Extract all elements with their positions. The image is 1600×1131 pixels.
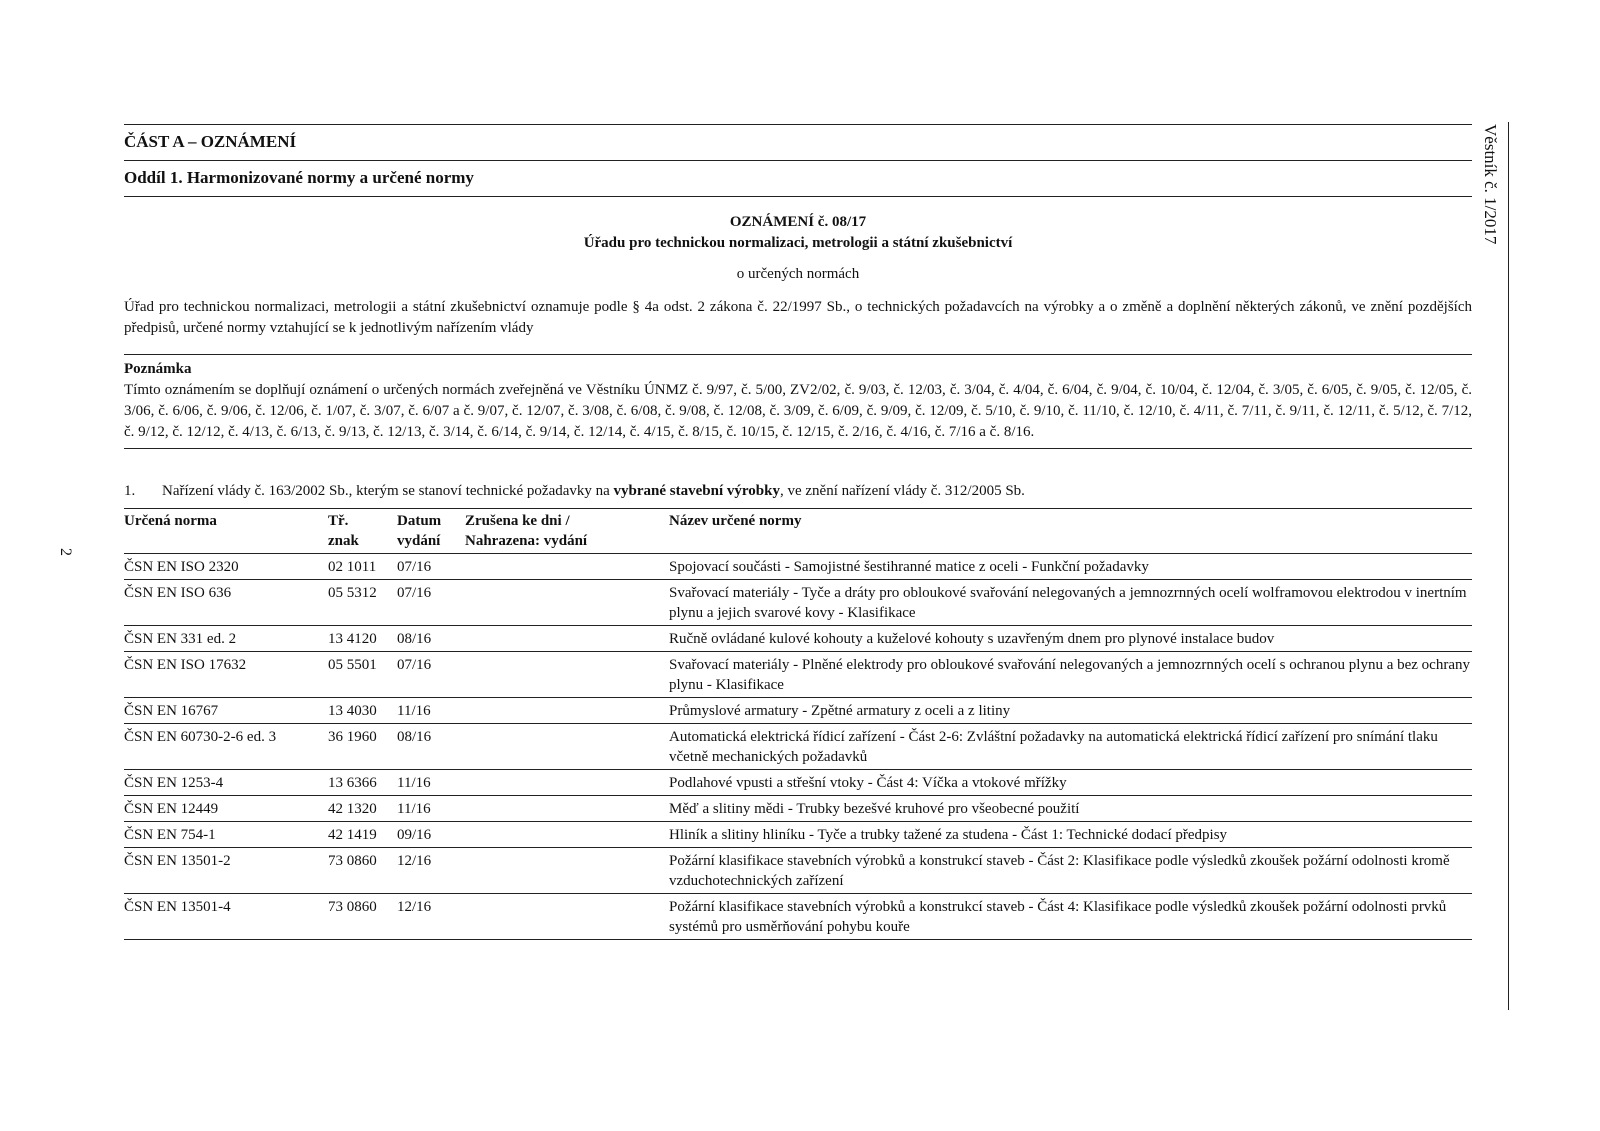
cell-class: 02 1011 xyxy=(328,559,377,575)
header-class: Tř. znak xyxy=(328,513,359,549)
cell-title: Automatická elektrická řídicí zařízení - Část 2-6: Zvláštní požadavky na automatická elektrická řídicí zařízení pro snímání tlaku včetně mechanických požadavků xyxy=(669,729,1438,765)
table-row xyxy=(124,796,1472,822)
table-row xyxy=(124,770,1472,796)
notice-issuer: Úřadu pro technickou normalizaci, metrologii a státní zkušebnictví xyxy=(583,235,1013,251)
cell-cancelled xyxy=(465,652,669,698)
regulation-text-before: Nařízení vlády č. 163/2002 Sb., kterým se stanoví technické požadavky na xyxy=(162,483,614,499)
table-row xyxy=(124,580,1472,626)
cell-date: 12/16 xyxy=(397,899,432,915)
cell-class: 73 0860 xyxy=(328,853,377,869)
notice-subject: o určených normách xyxy=(736,266,860,282)
cell-standard: ČSN EN 16767 xyxy=(124,703,219,719)
cell-class: 36 1960 xyxy=(328,729,377,745)
cell-standard: ČSN EN ISO 17632 xyxy=(124,657,247,673)
note-text: Tímto oznámením se doplňují oznámení o určených normách zveřejněná ve Věstníku ÚNMZ č. 9/97, č. 5/00, ZV2/02, č. 9/03, č. 12/03, č. 3/04, č. 4/04, č. 6/04, č. 9/04, č. 10/04, č. 12/04, č. 3/05, č. 6/05, č. 9/05, č. 12/05, č. 3/06, č. 6/06, č. 9/06, č. 12/06, č. 1/07, č. 3/07, č. 6/07 a č. 9/07, č. 12/07, č. 3/08, č. 6/08, č. 9/08, č. 12/08, č. 3/09, č. 6/09, č. 9/09, č. 12/09, č. 5/10, č. 9/10, č. 11/10, č. 12/10, č. 4/11, č. 7/11, č. 9/11, č. 12/11, č. 5/12, č. 7/12, č. 9/12, č. 12/12, č. 4/13, č. 6/13, č. 9/13, č. 12/13, č. 3/14, č. 6/14, č. 9/14, č. 12/14, č. 4/15, č. 8/15, č. 10/15, č. 12/15, č. 2/16, č. 4/16, č. 7/16 a č. 8/16. xyxy=(124,382,1472,440)
cell-date: 11/16 xyxy=(397,801,431,817)
cell-standard: ČSN EN 13501-4 xyxy=(124,899,231,915)
cell-title: Průmyslové armatury - Zpětné armatury z oceli a z litiny xyxy=(669,703,1011,719)
cell-cancelled xyxy=(465,626,669,652)
cell-class: 13 4120 xyxy=(328,631,377,647)
regulation-text xyxy=(162,483,1025,500)
cell-title: Podlahové vpusti a střešní vtoky - Část 4: Víčka a vtokové mřížky xyxy=(669,775,1067,791)
section-title: Oddíl 1. Harmonizované normy a určené normy xyxy=(124,168,474,187)
cell-title: Měď a slitiny mědi - Trubky bezešvé kruhové pro všeobecné použití xyxy=(669,801,1080,817)
cell-cancelled xyxy=(465,770,669,796)
cell-class: 42 1419 xyxy=(328,827,377,843)
cell-date: 08/16 xyxy=(397,631,432,647)
cell-cancelled xyxy=(465,796,669,822)
cell-title: Svařovací materiály - Tyče a dráty pro obloukové svařování nelegovaných a jemnozrnných ocelí wolframovou elektrodou v inertním plynu a jejich svarové kovy - Klasifikace xyxy=(669,585,1467,621)
cell-title: Svařovací materiály - Plněné elektrody pro obloukové svařování nelegovaných a jemnozrnných ocelí s ochranou plynu a bez ochrany plynu - Klasifikace xyxy=(669,657,1470,693)
note-box xyxy=(124,355,1472,448)
cell-standard: ČSN EN 331 ed. 2 xyxy=(124,631,237,647)
cell-title: Spojovací součásti - Samojistné šestihranné matice z oceli - Funkční požadavky xyxy=(669,559,1149,575)
table-row xyxy=(124,822,1472,848)
cell-title: Požární klasifikace stavebních výrobků a konstrukcí staveb - Část 2: Klasifikace podle výsledků zkoušek požární odolnosti kromě vzduchotechnických zařízení xyxy=(669,853,1450,889)
cell-standard: ČSN EN 60730-2-6 ed. 3 xyxy=(124,729,277,745)
cell-date: 07/16 xyxy=(397,657,432,673)
table-row xyxy=(124,554,1472,580)
cell-cancelled xyxy=(465,848,669,894)
note-title: Poznámka xyxy=(124,361,192,377)
cell-title: Hliník a slitiny hliníku - Tyče a trubky tažené za studena - Část 1: Technické dodací předpisy xyxy=(669,827,1228,843)
header-cancelled: Zrušena ke dni / Nahrazena: vydání xyxy=(465,513,588,549)
regulation-heading xyxy=(124,483,1472,500)
cell-title: Ručně ovládané kulové kohouty a kuželové kohouty s uzavřeným dnem pro plynové instalace budov xyxy=(669,631,1275,647)
cell-class: 13 6366 xyxy=(328,775,377,791)
table-row xyxy=(124,698,1472,724)
cell-class: 05 5312 xyxy=(328,585,377,601)
cell-cancelled xyxy=(465,724,669,770)
document-body xyxy=(124,124,1472,940)
cell-standard: ČSN EN 12449 xyxy=(124,801,219,817)
regulation-number: 1. xyxy=(124,483,136,499)
cell-cancelled xyxy=(465,554,669,580)
cell-standard: ČSN EN 754-1 xyxy=(124,827,216,843)
standards-table xyxy=(124,508,1472,940)
cell-date: 11/16 xyxy=(397,775,431,791)
cell-standard: ČSN EN 1253-4 xyxy=(124,775,224,791)
cell-cancelled xyxy=(465,698,669,724)
cell-cancelled xyxy=(465,894,669,940)
cell-standard: ČSN EN ISO 636 xyxy=(124,585,232,601)
table-row xyxy=(124,626,1472,652)
side-rule xyxy=(1508,122,1509,1010)
regulation-text-bold: vybrané stavební výrobky xyxy=(613,483,780,499)
regulation-text-after: , ve znění nařízení vlády č. 312/2005 Sb. xyxy=(779,483,1025,499)
notice-title: OZNÁMENÍ č. 08/17 xyxy=(729,214,867,230)
divider xyxy=(124,196,1472,197)
cell-title: Požární klasifikace stavebních výrobků a konstrukcí staveb - Část 4: Klasifikace podle výsledků zkoušek požární odolnosti prvků systémů pro usměrňování pohybu kouře xyxy=(669,899,1447,935)
cell-class: 42 1320 xyxy=(328,801,377,817)
header-date: Datum vydání xyxy=(397,513,442,549)
table-row xyxy=(124,652,1472,698)
cell-class: 05 5501 xyxy=(328,657,377,673)
cell-date: 11/16 xyxy=(397,703,431,719)
cell-date: 07/16 xyxy=(397,559,432,575)
page-number: 2 xyxy=(57,548,74,556)
header-title: Název určené normy xyxy=(669,513,802,529)
cell-cancelled xyxy=(465,822,669,848)
header-standard: Určená norma xyxy=(124,513,217,529)
cell-cancelled xyxy=(465,580,669,626)
cell-standard: ČSN EN ISO 2320 xyxy=(124,559,239,575)
table-header-row xyxy=(124,509,1472,554)
notice-intro: Úřad pro technickou normalizaci, metrologii a státní zkušebnictví oznamuje podle § 4a odst. 2 zákona č. 22/1997 Sb., o technických požadavcích na výrobky a o změně a doplnění některých zákonů, ve znění pozdějších předpisů, určené normy vztahující se k jednotlivým nařízením vlády xyxy=(124,299,1472,336)
cell-class: 13 4030 xyxy=(328,703,377,719)
table-row xyxy=(124,848,1472,894)
cell-date: 08/16 xyxy=(397,729,432,745)
part-title: ČÁST A – OZNÁMENÍ xyxy=(124,132,297,151)
journal-label: Věstník č. 1/2017 xyxy=(1481,124,1500,245)
table-row xyxy=(124,724,1472,770)
cell-date: 12/16 xyxy=(397,853,432,869)
table-row xyxy=(124,894,1472,940)
cell-date: 09/16 xyxy=(397,827,432,843)
cell-standard: ČSN EN 13501-2 xyxy=(124,853,231,869)
divider xyxy=(124,448,1472,449)
cell-date: 07/16 xyxy=(397,585,432,601)
cell-class: 73 0860 xyxy=(328,899,377,915)
